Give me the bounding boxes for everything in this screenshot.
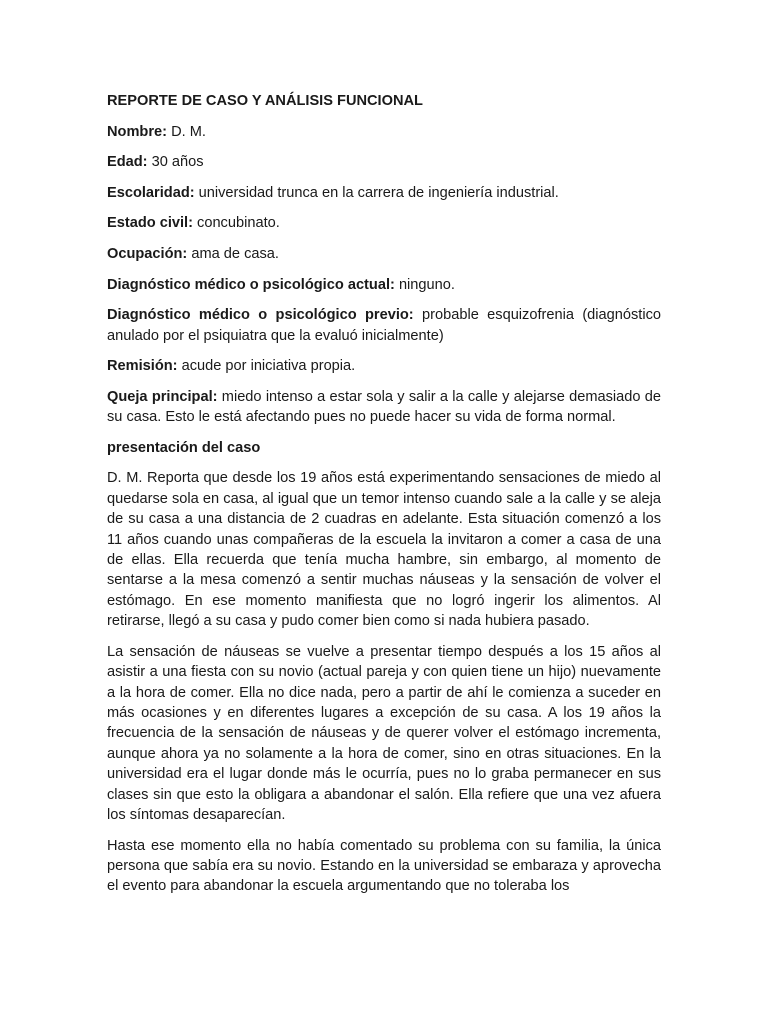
field-diagnostico-actual (107, 275, 661, 295)
field-nombre (107, 122, 661, 142)
field-ocupacion (107, 244, 661, 264)
field-value: 30 años (151, 154, 204, 171)
field-diagnostico-previo (107, 305, 661, 346)
field-label: Edad: (107, 154, 148, 171)
field-label: Remisión: (107, 358, 178, 375)
field-label: Diagnóstico médico o psicológico previo: (107, 307, 414, 324)
field-label: Diagnóstico médico o psicológico actual: (107, 276, 395, 293)
section-heading: presentación del caso (107, 439, 261, 456)
field-value: D. M. (171, 123, 206, 140)
case-paragraph: Hasta ese momento ella no había comentado su problema con su familia, la única persona que sabía era su novio. Estando en la universidad se embaraza y aprovecha el evento para abandonar la escuela argumentando que no toleraba los (107, 837, 661, 895)
field-label: Estado civil: (107, 215, 193, 232)
field-queja-principal (107, 387, 661, 428)
field-value: concubinato. (197, 215, 280, 232)
field-label: Ocupación: (107, 245, 188, 262)
field-value: miedo intenso a estar sola y salir a la calle y alejarse demasiado de su casa. Esto le está afectando pues no puede hacer su vida de forma normal. (107, 388, 661, 426)
document-page (107, 91, 661, 907)
field-label: Nombre: (107, 123, 167, 140)
field-value: universidad trunca en la carrera de ingeniería industrial. (198, 184, 559, 201)
field-label: Escolaridad: (107, 184, 195, 201)
field-value: ninguno. (398, 276, 455, 293)
field-escolaridad (107, 183, 661, 203)
field-value: acude por iniciativa propia. (181, 358, 356, 375)
field-value: probable esquizofrenia (diagnóstico anulado por el psiquiatra que la evaluó inicialmente) (107, 307, 662, 344)
field-value: ama de casa. (191, 245, 279, 262)
document-title: REPORTE DE CASO Y ANÁLISIS FUNCIONAL (107, 93, 423, 109)
field-estado-civil (107, 213, 661, 233)
case-paragraph: La sensación de náuseas se vuelve a presentar tiempo después a los 15 años al asistir a una fiesta con su novio (actual pareja y con quien tiene un hijo) nuevamente a la hora de comer. Ella no dice nada, pero a partir de ahí le comienza a suceder en más ocasiones y en diferentes lugares a excepción de su casa. A los 19 años la frecuencia de la sensación de náuseas y de querer volver el estómago incrementa, aunque ahora ya no solamente a la hora de comer, sino en otras situaciones. En la universidad era el lugar donde más le ocurría, pues no lo graba permanecer en sus clases sin que esto la obligara a abandonar el salón. Ella refiere que una vez afuera los síntomas desaparecían. (107, 643, 661, 824)
field-edad (107, 152, 661, 172)
field-label: Queja principal: (107, 388, 218, 405)
case-paragraph: D. M. Reporta que desde los 19 años está experimentando sensaciones de miedo al quedarse sola en casa, al igual que un temor intenso cuando sale a la calle y se aleja de su casa a una distancia de 2 cuadras en adelante. Esta situación comenzó a los 11 años cuando unas compañeras de la escuela la invitaron a comer a casa de una de ellas. Ella recuerda que tenía mucha hambre, sin embargo, al momento de sentarse a la mesa comenzó a sentir muchas náuseas y la sensación de volver el estómago. En ese momento manifiesta que no logró ingerir los alimentos. Al retirarse, llegó a su casa y pudo comer bien como si nada hubiera pasado. (107, 470, 661, 630)
field-remision (107, 356, 661, 376)
